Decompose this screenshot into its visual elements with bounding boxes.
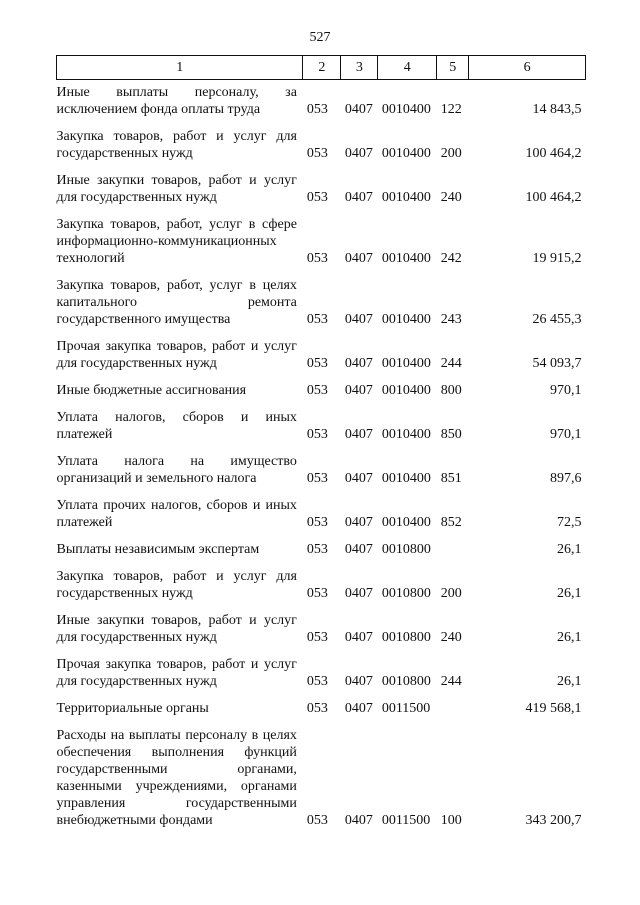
section-code: 0407 (344, 471, 373, 486)
column-header-6: 6 (469, 56, 586, 80)
row-name: Уплата прочих налогов, сборов и иных платежей (56, 498, 297, 530)
table-row (57, 80, 586, 119)
ministry-code: 053 (306, 515, 328, 530)
section-code: 0407 (344, 701, 373, 716)
table-row (57, 487, 586, 531)
section-code: 0407 (344, 383, 373, 398)
target-code: 0010400 (381, 356, 431, 371)
row-name: Закупка товаров, работ и услуг для государственных нужд (56, 129, 297, 161)
table-row (57, 372, 586, 399)
expense-type-code: 243 (440, 312, 462, 327)
expense-type-code: 242 (440, 251, 462, 266)
expense-type-code: 800 (440, 383, 462, 398)
ministry-code: 053 (306, 471, 328, 486)
target-code: 0010400 (381, 251, 431, 266)
amount: 19 915,2 (532, 251, 582, 266)
column-header-5: 5 (437, 56, 469, 80)
target-code: 0010400 (381, 146, 431, 161)
ministry-code: 053 (306, 813, 328, 828)
table-row (57, 328, 586, 372)
row-name: Уплата налога на имущество организаций и земельного налога (56, 454, 297, 486)
expense-type-code: 852 (440, 515, 462, 530)
section-code: 0407 (344, 312, 373, 327)
section-code: 0407 (344, 146, 373, 161)
row-name: Выплаты независимым экспертам (56, 542, 260, 557)
ministry-code: 053 (306, 427, 328, 442)
section-code: 0407 (344, 630, 373, 645)
target-code: 0010800 (381, 542, 431, 557)
row-name: Закупка товаров, работ и услуг для государственных нужд (56, 569, 297, 601)
row-name: Прочая закупка товаров, работ и услуг для государственных нужд (56, 657, 297, 689)
amount: 26,1 (557, 630, 582, 645)
target-code: 0011500 (381, 701, 431, 716)
amount: 14 843,5 (532, 102, 582, 117)
expense-type-code (437, 531, 469, 558)
page-number: 527 (309, 30, 331, 45)
amount: 343 200,7 (525, 813, 582, 828)
expense-type-code: 200 (440, 586, 462, 601)
table-row (57, 531, 586, 558)
ministry-code: 053 (306, 586, 328, 601)
amount: 100 464,2 (525, 146, 582, 161)
amount: 100 464,2 (525, 190, 582, 205)
budget-table (56, 55, 586, 829)
ministry-code: 053 (306, 102, 328, 117)
table-row (57, 162, 586, 206)
section-code: 0407 (344, 190, 373, 205)
row-name: Расходы на выплаты персоналу в целях обеспечения выполнения функций государственными органами, казенными учреждениями, органами управления государственными внебюджетными фондами (56, 728, 297, 828)
table-row (57, 206, 586, 267)
table-row (57, 602, 586, 646)
table-row (57, 558, 586, 602)
amount: 970,1 (550, 427, 582, 442)
expense-type-code: 122 (440, 102, 462, 117)
ministry-code: 053 (306, 190, 328, 205)
section-code: 0407 (344, 542, 373, 557)
expense-type-code: 240 (440, 630, 462, 645)
section-code: 0407 (344, 813, 373, 828)
amount: 419 568,1 (525, 701, 582, 716)
amount: 72,5 (557, 515, 582, 530)
ministry-code: 053 (306, 383, 328, 398)
row-name: Территориальные органы (56, 701, 209, 716)
ministry-code: 053 (306, 701, 328, 716)
ministry-code: 053 (306, 630, 328, 645)
section-code: 0407 (344, 251, 373, 266)
table-row (57, 267, 586, 328)
target-code: 0010400 (381, 515, 431, 530)
row-name: Иные закупки товаров, работ и услуг для государственных нужд (56, 173, 297, 205)
amount: 26,1 (557, 674, 582, 689)
target-code: 0010400 (381, 190, 431, 205)
target-code: 0010400 (381, 383, 431, 398)
expense-type-code: 240 (440, 190, 462, 205)
column-header-3: 3 (341, 56, 378, 80)
target-code: 0010400 (381, 471, 431, 486)
row-name: Закупка товаров, работ, услуг в сфере информационно-коммуникационных технологий (56, 217, 297, 266)
table-row (57, 690, 586, 717)
row-name: Иные выплаты персоналу, за исключением фонда оплаты труда (56, 85, 297, 117)
table-row (57, 443, 586, 487)
table-row (57, 717, 586, 829)
section-code: 0407 (344, 515, 373, 530)
target-code: 0010800 (381, 674, 431, 689)
table-header (57, 56, 586, 80)
expense-type-code: 200 (440, 146, 462, 161)
column-header-2: 2 (303, 56, 341, 80)
section-code: 0407 (344, 427, 373, 442)
amount: 970,1 (550, 383, 582, 398)
amount: 26,1 (557, 586, 582, 601)
amount: 26,1 (557, 542, 582, 557)
target-code: 0010800 (381, 586, 431, 601)
target-code: 0010800 (381, 630, 431, 645)
expense-type-code: 100 (440, 813, 462, 828)
expense-type-code: 850 (440, 427, 462, 442)
expense-type-code: 851 (440, 471, 462, 486)
expense-type-code: 244 (440, 674, 462, 689)
column-header-1: 1 (57, 56, 303, 80)
table-row (57, 399, 586, 443)
row-name: Иные бюджетные ассигнования (56, 383, 247, 398)
expense-type-code: 244 (440, 356, 462, 371)
amount: 26 455,3 (532, 312, 582, 327)
section-code: 0407 (344, 586, 373, 601)
amount: 54 093,7 (532, 356, 582, 371)
target-code: 0010400 (381, 312, 431, 327)
row-name: Иные закупки товаров, работ и услуг для государственных нужд (56, 613, 297, 645)
row-name: Закупка товаров, работ, услуг в целях капитального ремонта государственного имущества (56, 278, 297, 327)
ministry-code: 053 (306, 146, 328, 161)
table-row (57, 646, 586, 690)
column-header-4: 4 (378, 56, 437, 80)
section-code: 0407 (344, 356, 373, 371)
ministry-code: 053 (306, 312, 328, 327)
expense-type-code (437, 690, 469, 717)
ministry-code: 053 (306, 674, 328, 689)
table-row (57, 118, 586, 162)
ministry-code: 053 (306, 542, 328, 557)
table-body (57, 80, 586, 830)
row-name: Уплата налогов, сборов и иных платежей (56, 410, 297, 442)
row-name: Прочая закупка товаров, работ и услуг для государственных нужд (56, 339, 297, 371)
target-code: 0010400 (381, 427, 431, 442)
ministry-code: 053 (306, 356, 328, 371)
section-code: 0407 (344, 102, 373, 117)
target-code: 0010400 (381, 102, 431, 117)
ministry-code: 053 (306, 251, 328, 266)
amount: 897,6 (550, 471, 582, 486)
section-code: 0407 (344, 674, 373, 689)
target-code: 0011500 (381, 813, 431, 828)
